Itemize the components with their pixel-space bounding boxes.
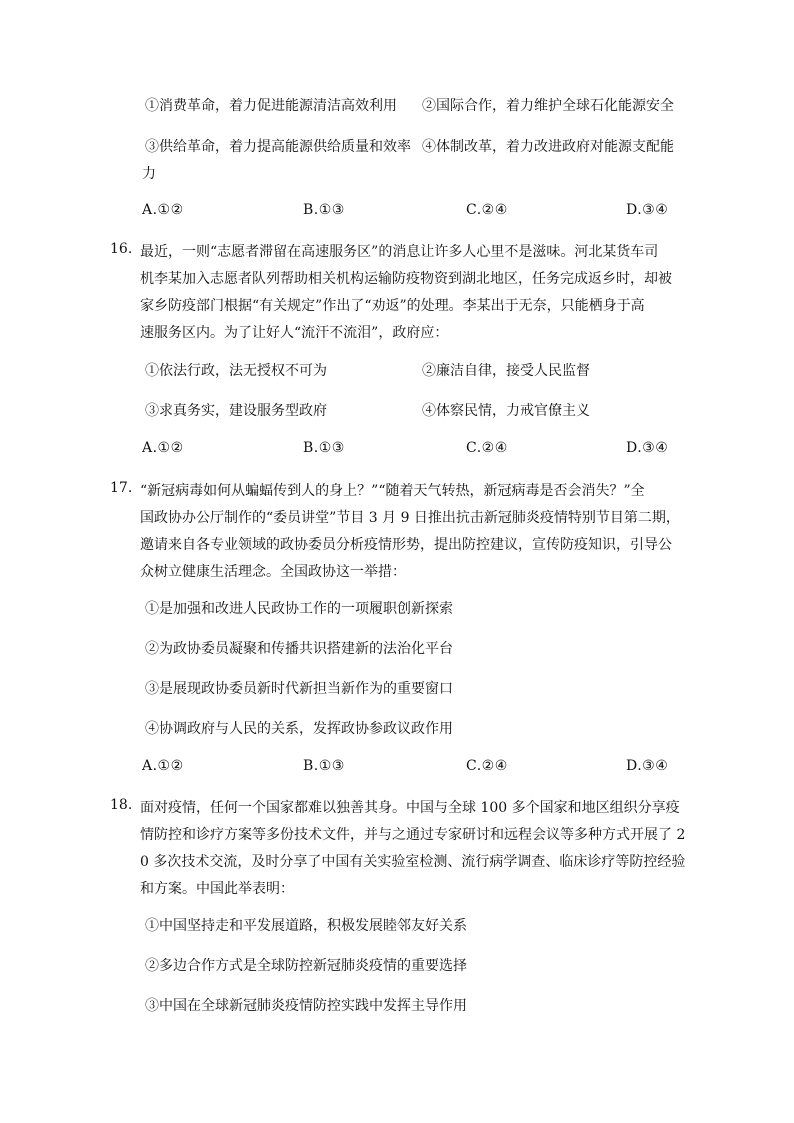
q18-number: 18. [110, 797, 133, 813]
q16-answer-d: D.③④ [626, 440, 669, 456]
q16-answer-a: A.①② [142, 440, 184, 456]
q15-option-4-wrap: 力 [142, 166, 156, 182]
q15-option-4: ④体制改革，着力改进政府对能源支配能 [422, 139, 674, 155]
q16-option-2: ②廉洁自律，接受人民监督 [422, 363, 590, 379]
q16-number: 16. [110, 241, 133, 257]
q18-option-3: ③中国在全球新冠肺炎疫情防控实践中发挥主导作用 [145, 998, 467, 1014]
q15-answer-c: C.②④ [466, 202, 508, 218]
q18-option-2: ②多边合作方式是全球防控新冠肺炎疫情的重要选择 [145, 958, 467, 974]
q18-stem-line: 面对疫情，任何一个国家都难以独善其身。中国与全球 100 多个国家和地区组织分享疫 [140, 800, 680, 816]
q17-option-4: ④协调政府与人民的关系，发挥政协参政议政作用 [145, 721, 453, 737]
q15-answer-d: D.③④ [626, 202, 669, 218]
q16-stem-line: 家乡防疫部门根据“有关规定”作出了“劝返”的处理。李某出于无奈，只能栖身于高 [140, 298, 645, 314]
q16-stem-line: 速服务区内。为了让好人“流汗不流泪”，政府应： [140, 325, 449, 341]
q16-option-1: ①依法行政，法无授权不可为 [145, 363, 327, 379]
q17-answer-a: A.①② [142, 758, 184, 774]
q15-option-3: ③供给革命，着力提高能源供给质量和效率 [145, 139, 411, 155]
q15-option-2: ②国际合作，着力维护全球石化能源安全 [422, 98, 674, 114]
q17-option-2: ②为政协委员凝聚和传播共识搭建新的法治化平台 [145, 641, 453, 657]
q16-answer-b: B.①③ [303, 440, 345, 456]
q16-answer-c: C.②④ [466, 440, 508, 456]
q16-option-4: ④体察民情，力戒官僚主义 [422, 403, 590, 419]
q16-stem-line: 最近，一则“志愿者滞留在高速服务区”的消息让许多人心里不是滋味。河北某货车司 [140, 244, 659, 260]
q18-option-1: ①中国坚持走和平发展道路，积极发展睦邻友好关系 [145, 918, 467, 934]
q17-answer-c: C.②④ [466, 758, 508, 774]
q17-option-3: ③是展现政协委员新时代新担当新作为的重要窗口 [145, 681, 453, 697]
q18-stem-line: 和方案。中国此举表明： [140, 881, 294, 897]
q16-stem-line: 机李某加入志愿者队列帮助相关机构运输防疫物资到湖北地区，任务完成返乡时，却被 [140, 271, 672, 287]
q18-stem-line: 0 多次技术交流，及时分享了中国有关实验室检测、流行病学调查、临床诊疗等防控经验 [140, 854, 686, 870]
q17-stem-line: “新冠病毒如何从蝙蝠传到人的身上？”“随着天气转热，新冠病毒是否会消失？”全 [140, 483, 645, 499]
q17-answer-d: D.③④ [626, 758, 669, 774]
q17-stem-line: 众树立健康生活理念。全国政协这一举措： [140, 564, 406, 580]
q17-stem-line: 国政协办公厅制作的“委员讲堂”节目 3 月 9 日推出抗击新冠肺炎疫情特别节目第二期， [140, 510, 680, 526]
q17-option-1: ①是加强和改进人民政协工作的一项履职创新探索 [145, 601, 453, 617]
q15-answer-a: A.①② [142, 202, 184, 218]
q17-answer-b: B.①③ [303, 758, 345, 774]
q15-answer-b: B.①③ [303, 202, 345, 218]
q17-number: 17. [110, 480, 133, 496]
q16-option-3: ③求真务实，建设服务型政府 [145, 403, 327, 419]
q17-stem-line: 邀请来自各专业领域的政协委员分析疫情形势，提出防控建议，宣传防疫知识，引导公 [140, 537, 672, 553]
q18-stem-line: 情防控和诊疗方案等多份技术文件，并与之通过专家研讨和远程会议等多种方式开展了 2 [140, 827, 686, 843]
q15-option-1: ①消费革命，着力促进能源清洁高效利用 [145, 98, 397, 114]
